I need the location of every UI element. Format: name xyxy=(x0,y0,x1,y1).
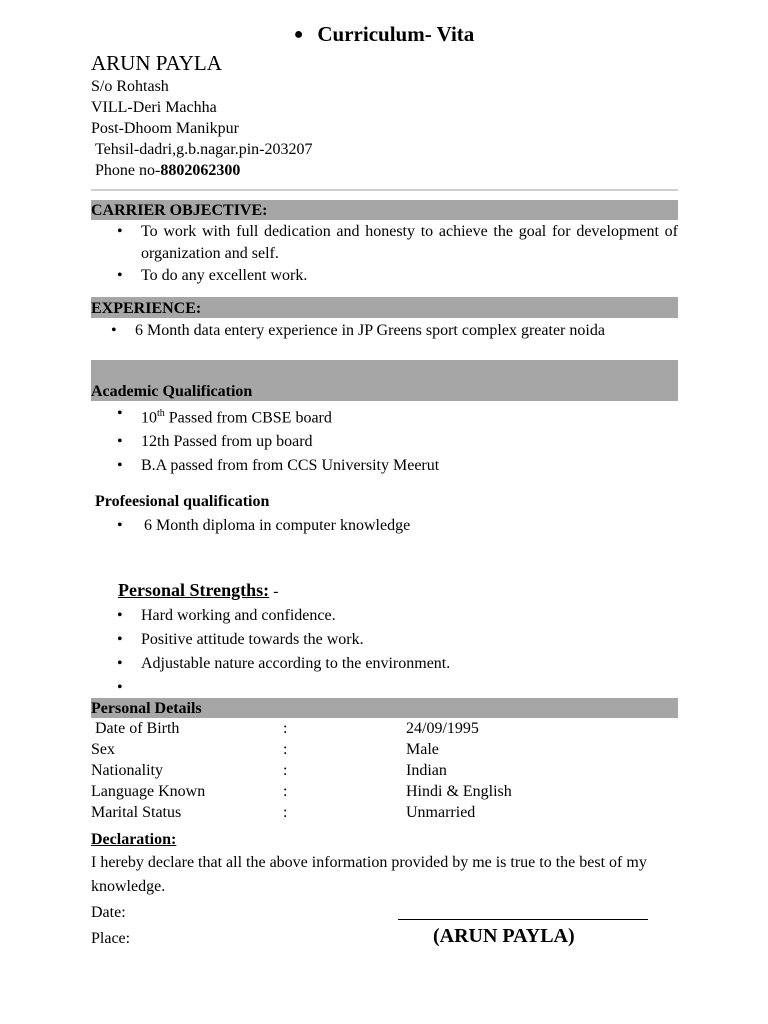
date-label: Date: xyxy=(91,904,126,921)
place-label: Place: xyxy=(91,930,131,947)
list-item: • B.A passed from from CCS University Meerut xyxy=(91,454,678,478)
declaration-heading: Declaration: xyxy=(91,831,177,848)
address-post: Post-Dhoom Manikpur xyxy=(91,120,239,137)
list-item xyxy=(91,676,678,700)
detail-label-sex: Sex xyxy=(91,741,115,758)
document-title xyxy=(0,22,768,47)
list-item: • To work with full dedication and honesty to achieve the goal for development of organization and self. xyxy=(91,221,678,265)
section-header-strengths xyxy=(118,580,279,601)
detail-separator: : xyxy=(283,720,288,737)
heading-suffix: - xyxy=(269,583,279,600)
detail-separator: : xyxy=(283,783,288,800)
signature-name: (ARUN PAYLA) xyxy=(433,925,575,947)
detail-separator: : xyxy=(283,762,288,779)
list-item: • Hard working and confidence. xyxy=(91,604,678,628)
academic-list xyxy=(91,402,678,478)
detail-value-sex: Male xyxy=(406,741,439,758)
detail-separator: : xyxy=(283,741,288,758)
list-item: • 6 Month data entery experience in JP Greens sport complex greater noida xyxy=(85,320,685,342)
header-divider xyxy=(91,189,678,191)
experience-list xyxy=(85,320,685,342)
address-village: VILL-Deri Machha xyxy=(91,99,217,116)
strengths-list xyxy=(91,604,678,700)
section-title: EXPERIENCE: xyxy=(91,300,202,317)
detail-value-marital-status: Unmarried xyxy=(406,804,476,821)
candidate-name: ARUN PAYLA xyxy=(91,51,222,75)
declaration-text: I hereby declare that all the above information provided by me is true to the best of my knowledge. xyxy=(91,854,647,895)
detail-separator: : xyxy=(283,804,288,821)
phone-label: Phone no- xyxy=(95,162,161,179)
title-bullet-icon: ● xyxy=(293,26,304,43)
professional-list xyxy=(91,515,678,537)
phone-line xyxy=(95,160,240,181)
section-title: Personal Details xyxy=(91,700,202,717)
list-item: • Positive attitude towards the work. xyxy=(91,628,678,652)
list-item: • 12th Passed from up board xyxy=(91,430,678,454)
section-header-experience xyxy=(91,297,678,318)
phone-number: 8802062300 xyxy=(160,162,241,179)
carrier-objective-list xyxy=(91,221,678,287)
detail-label-dob: Date of Birth xyxy=(95,720,180,737)
detail-label-nationality: Nationality xyxy=(91,762,163,779)
section-header-academic xyxy=(91,360,678,401)
item-text: 10 xyxy=(141,409,157,427)
detail-label-marital-status: Marital Status xyxy=(91,804,182,821)
detail-label-language: Language Known xyxy=(91,783,206,800)
list-item: • 6 Month diploma in computer knowledge xyxy=(91,515,678,537)
item-text: Passed from CBSE board xyxy=(164,409,332,427)
superscript: th xyxy=(157,408,165,419)
list-item xyxy=(91,402,678,430)
list-item: • To do any excellent work. xyxy=(91,265,678,287)
section-title: Personal Strengths: xyxy=(118,580,270,600)
section-title: Academic Qualification xyxy=(91,383,253,400)
title-text: Curriculum- Vita xyxy=(317,22,475,46)
address-tehsil: Tehsil-dadri,g.b.nagar.pin-203207 xyxy=(95,141,313,158)
section-title: CARRIER OBJECTIVE: xyxy=(91,202,268,219)
section-header-personal-details xyxy=(91,698,678,718)
signature-line xyxy=(398,919,648,920)
detail-value-language: Hindi & English xyxy=(406,783,512,800)
section-header-carrier-objective xyxy=(91,200,678,220)
detail-value-nationality: Indian xyxy=(406,762,447,779)
list-item: • Adjustable nature according to the environment. xyxy=(91,652,678,676)
address-father: S/o Rohtash xyxy=(91,78,169,95)
detail-value-dob: 24/09/1995 xyxy=(406,720,479,737)
section-header-professional: Profeesional qualification xyxy=(95,493,270,510)
